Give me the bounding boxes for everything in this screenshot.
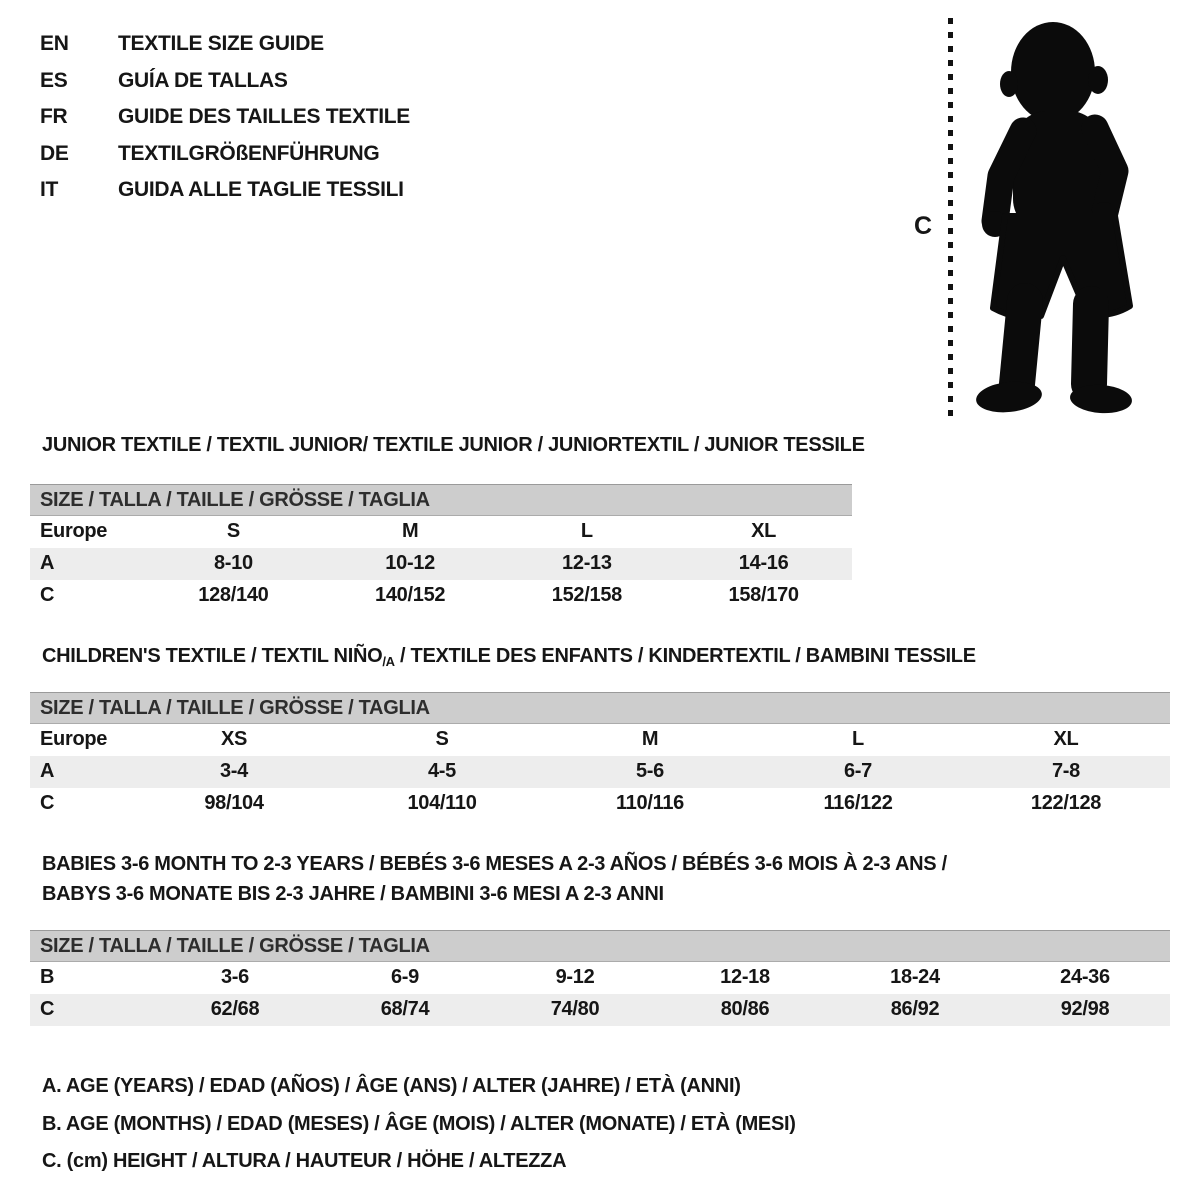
toddler-silhouette-image <box>965 16 1143 420</box>
height-cell: 80/86 <box>720 998 770 1020</box>
measure-label-c: C <box>914 212 932 240</box>
table-row-months <box>30 962 1170 994</box>
table-row-height <box>30 580 852 612</box>
section-title-babies <box>42 849 947 909</box>
months-cell: 3-6 <box>220 966 249 989</box>
language-code: DE <box>40 141 69 165</box>
babies-size-table <box>30 930 1170 1026</box>
size-header-bar: SIZE / TALLA / TAILLE / GRÖSSE / TAGLIA <box>30 485 852 516</box>
row-label: Europe <box>40 728 108 751</box>
height-cell: 158/170 <box>728 584 799 606</box>
table-row-height <box>30 788 1170 820</box>
legend-line-age-months: B. AGE (MONTHS) / EDAD (MESES) / ÂGE (MOIS) / ALTER (MONATE) / ETÀ (MESI) <box>42 1112 796 1135</box>
height-cell: 116/122 <box>823 792 893 814</box>
size-cell: XS <box>220 728 248 751</box>
height-cell: 128/140 <box>198 584 269 606</box>
section-title-junior: JUNIOR TEXTILE / TEXTIL JUNIOR/ TEXTILE JUNIOR / JUNIORTEXTIL / JUNIOR TESSILE <box>42 434 865 456</box>
size-cell: M <box>401 520 419 543</box>
height-cell: 86/92 <box>890 998 940 1020</box>
row-label: Europe <box>40 520 108 543</box>
table-row-age <box>30 756 1170 788</box>
legend-line-height-cm: C. (cm) HEIGHT / ALTURA / HAUTEUR / HÖHE / ALTEZZA <box>42 1150 567 1172</box>
size-cell: S <box>435 728 449 751</box>
section-title-children <box>42 645 976 669</box>
junior-size-table <box>30 484 852 612</box>
age-cell: 5-6 <box>635 760 664 782</box>
section-title-text: CHILDREN'S TEXTILE / TEXTIL NIÑO <box>42 645 383 667</box>
age-cell: 7-8 <box>1051 760 1080 782</box>
months-cell: 24-36 <box>1060 966 1110 989</box>
language-code: IT <box>40 178 59 201</box>
age-cell: 12-13 <box>562 552 612 574</box>
size-cell: L <box>580 520 593 543</box>
size-cell: S <box>226 520 240 543</box>
age-cell: 10-12 <box>385 552 435 574</box>
language-title: GUÍA DE TALLAS <box>118 68 288 92</box>
size-cell: L <box>852 728 864 751</box>
row-label: A <box>40 760 55 782</box>
legend <box>42 1068 796 1181</box>
language-row-de <box>40 136 410 173</box>
height-cell: 68/74 <box>380 998 430 1020</box>
language-title: TEXTILGRÖßENFÜHRUNG <box>118 141 380 165</box>
row-label: C <box>40 584 55 606</box>
age-cell: 6-7 <box>843 760 872 782</box>
table-row-europe <box>30 516 852 548</box>
section-title-line2: BABYS 3-6 MONATE BIS 2-3 JAHRE / BAMBINI 3-6 MESI A 2-3 ANNI <box>42 883 664 905</box>
months-cell: 18-24 <box>890 966 940 989</box>
height-cell: 92/98 <box>1060 998 1110 1020</box>
age-cell: 8-10 <box>213 552 253 574</box>
months-cell: 12-18 <box>720 966 770 989</box>
language-row-fr <box>40 99 410 136</box>
language-code: ES <box>40 68 68 92</box>
age-cell: 4-5 <box>427 760 456 782</box>
table-header-row <box>30 931 1170 962</box>
section-title-subscript: /A <box>382 654 395 669</box>
row-label: C <box>40 792 55 814</box>
height-cell: 98/104 <box>204 792 264 814</box>
language-title: GUIDA ALLE TAGLIE TESSILI <box>118 178 404 201</box>
table-header-row <box>30 485 852 516</box>
language-title-list <box>40 26 410 209</box>
language-row-es <box>40 63 410 100</box>
size-cell: M <box>641 728 659 751</box>
section-title-line1: BABIES 3-6 MONTH TO 2-3 YEARS / BEBÉS 3-6 MESES A 2-3 AÑOS / BÉBÉS 3-6 MOIS À 2-3 ANS / <box>42 853 947 875</box>
language-code: EN <box>40 32 69 55</box>
table-row-height <box>30 994 1170 1026</box>
height-cell: 152/158 <box>551 584 622 606</box>
height-cell: 104/110 <box>407 792 477 814</box>
size-header-bar: SIZE / TALLA / TAILLE / GRÖSSE / TAGLIA <box>30 931 1170 962</box>
size-cell: XL <box>1053 728 1079 751</box>
height-cell: 62/68 <box>210 998 260 1020</box>
months-cell: 9-12 <box>555 966 595 989</box>
section-title-text: / TEXTILE DES ENFANTS / KINDERTEXTIL / BAMBINI TESSILE <box>394 645 976 667</box>
months-cell: 6-9 <box>390 966 419 989</box>
height-cell: 110/116 <box>616 792 684 814</box>
language-row-en <box>40 26 410 63</box>
size-header-bar: SIZE / TALLA / TAILLE / GRÖSSE / TAGLIA <box>30 693 1170 724</box>
height-cell: 140/152 <box>375 584 446 606</box>
age-cell: 3-4 <box>219 760 248 782</box>
language-title: GUIDE DES TAILLES TEXTILE <box>118 105 410 128</box>
row-label: A <box>40 552 55 574</box>
height-cell: 122/128 <box>1030 792 1102 814</box>
row-label: B <box>40 966 55 989</box>
language-code: FR <box>40 105 68 128</box>
row-label: C <box>40 998 55 1020</box>
height-measure-dashed-line <box>948 18 953 416</box>
age-cell: 14-16 <box>738 552 789 574</box>
language-title: TEXTILE SIZE GUIDE <box>118 32 324 55</box>
size-cell: XL <box>751 520 777 543</box>
children-size-table <box>30 692 1170 820</box>
language-row-it <box>40 172 410 209</box>
table-row-europe <box>30 724 1170 756</box>
legend-line-age-years: A. AGE (YEARS) / EDAD (AÑOS) / ÂGE (ANS) / ALTER (JAHRE) / ETÀ (ANNI) <box>42 1075 741 1097</box>
table-header-row <box>30 693 1170 724</box>
height-cell: 74/80 <box>550 998 600 1020</box>
table-row-age <box>30 548 852 580</box>
